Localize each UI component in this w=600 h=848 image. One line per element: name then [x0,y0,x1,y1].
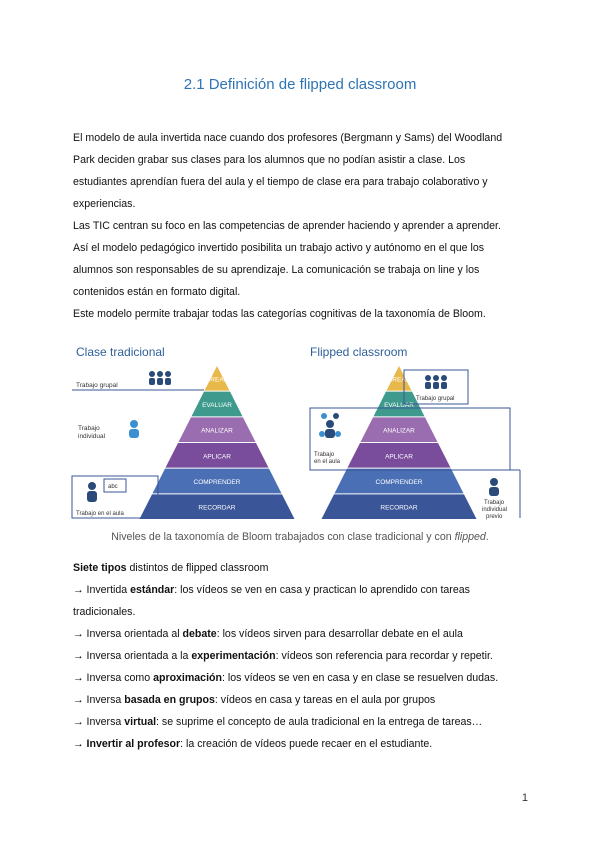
list-item [73,579,533,601]
item-text: : los vídeos se ven en casa y practican lo aprendido con tareas [174,584,470,596]
item-bold: experimentación [191,650,276,662]
left-individual-label: individual [78,433,106,440]
types-heading-bold: Siete tipos [73,562,127,574]
item-text: : se suprime el concepto de aula tradicional en la entrega de tareas… [156,716,483,728]
bloom-taxonomy-figure [64,338,524,528]
caption-end: . [485,531,489,543]
flipped-types-list [73,557,533,755]
item-text: tradicionales. [73,606,136,618]
pyramid-label: EVALUAR [202,402,232,409]
item-text: → Inversa [73,716,125,728]
paragraph-line: alumnos son responsables de su aprendizaje. La comunicación se trabaja on line y los [73,264,480,276]
item-bold: debate [182,628,217,640]
item-text: → Inversa [73,694,125,706]
pyramid-label: CREAR [205,376,229,384]
item-text: → [73,738,87,750]
pyramid-label: ANALIZAR [201,427,233,435]
class-group-icon [319,413,341,438]
item-bold: virtual [124,716,157,728]
intro-paragraph [73,127,528,325]
pyramid-label: APLICAR [203,453,231,461]
item-text: → Inversa orientada al [73,628,183,640]
item-text: : los vídeos sirven para desarrollar debate en el aula [216,628,463,640]
pyramid-label: COMPRENDER [375,479,423,486]
paragraph-line: contenidos están en formato digital. [73,286,241,298]
right-pyramid [322,366,477,519]
list-item [73,733,533,755]
item-text: → Inversa como [73,672,154,684]
page-number: 1 [521,792,528,804]
item-bold: aproximación [153,672,222,684]
left-individual-label: Trabajo [78,425,100,432]
left-figure-title: Clase tradicional [76,345,165,359]
screen-text: abc [108,484,118,490]
item-text: : los vídeos se ven en casa y en clase se resuelven dudas. [221,672,499,684]
figure-caption [0,531,600,543]
group-people-icon [149,371,171,385]
pyramid-label: EVALUAR [384,402,414,409]
item-bold: estándar [130,584,175,596]
right-prev-label: individual [482,507,508,513]
left-pyramid [140,366,295,519]
paragraph-line: Park deciden grabar sus clases para los alumnos que no podían asistir a clase. Los [73,154,466,166]
person-icon [489,478,499,496]
item-text: → Inversa orientada a la [73,650,192,662]
paragraph-line: estudiantes aprendían fuera del aula y el tiempo de clase era para trabajo colaborativo y [73,176,488,188]
pyramid-label: RECORDAR [198,504,236,512]
pyramid-label: APLICAR [385,453,413,461]
right-figure-title: Flipped classroom [310,345,408,359]
list-item [73,645,533,667]
item-text: : vídeos en casa y tareas en el aula por grupos [214,694,436,706]
pyramid-label: RECORDAR [380,504,418,512]
list-item [73,601,533,623]
right-prev-label: previo [486,514,503,520]
right-prev-label: Trabajo [484,500,505,506]
item-text: : la creación de vídeos puede recaer en el estudiante. [180,738,433,750]
group-people-icon [425,375,447,389]
right-class-label: en el aula [314,459,341,465]
item-text: → Invertida [73,584,131,596]
types-heading [73,557,533,579]
pyramid-label: ANALIZAR [383,427,415,435]
caption-text: Niveles de la taxonomía de Bloom trabajados con clase tradicional y con [111,531,455,543]
section-title: 2.1 Definición de flipped classroom [183,76,417,93]
paragraph-line: El modelo de aula invertida nace cuando dos profesores (Bergmann y Sams) del Woodland [73,132,503,144]
right-class-label: Trabajo [314,452,335,458]
caption-italic: flipped [454,531,486,543]
teacher-icon [87,482,97,502]
left-home-label: Trabajo en el aula [76,511,124,517]
person-icon [129,420,139,438]
list-item [73,711,533,733]
list-item [73,689,533,711]
item-text: : vídeos son referencia para recordar y repetir. [275,650,493,662]
paragraph-line: Este modelo permite trabajar todas las categorías cognitivas de la taxonomía de Bloom. [73,308,486,320]
list-item [73,667,533,689]
pyramid-label: COMPRENDER [193,479,241,486]
list-item [73,623,533,645]
types-heading-rest: distintos de flipped classroom [126,562,269,574]
bloom-pyramids-svg [64,338,524,528]
paragraph-line: experiencias. [73,198,136,210]
item-bold: Invertir al profesor [86,738,181,750]
left-group-label: Trabajo grupal [76,382,118,389]
pyramid-label: CREAR [387,376,411,384]
right-group-label: Trabajo grupal [416,396,455,402]
paragraph-line: Así el modelo pedagógico invertido posibilita un trabajo activo y autónomo en el que los [73,242,485,254]
item-bold: basada en grupos [124,694,215,706]
paragraph-line: Las TIC centran su foco en las competencias de aprender haciendo y aprender a aprender. [73,220,501,232]
